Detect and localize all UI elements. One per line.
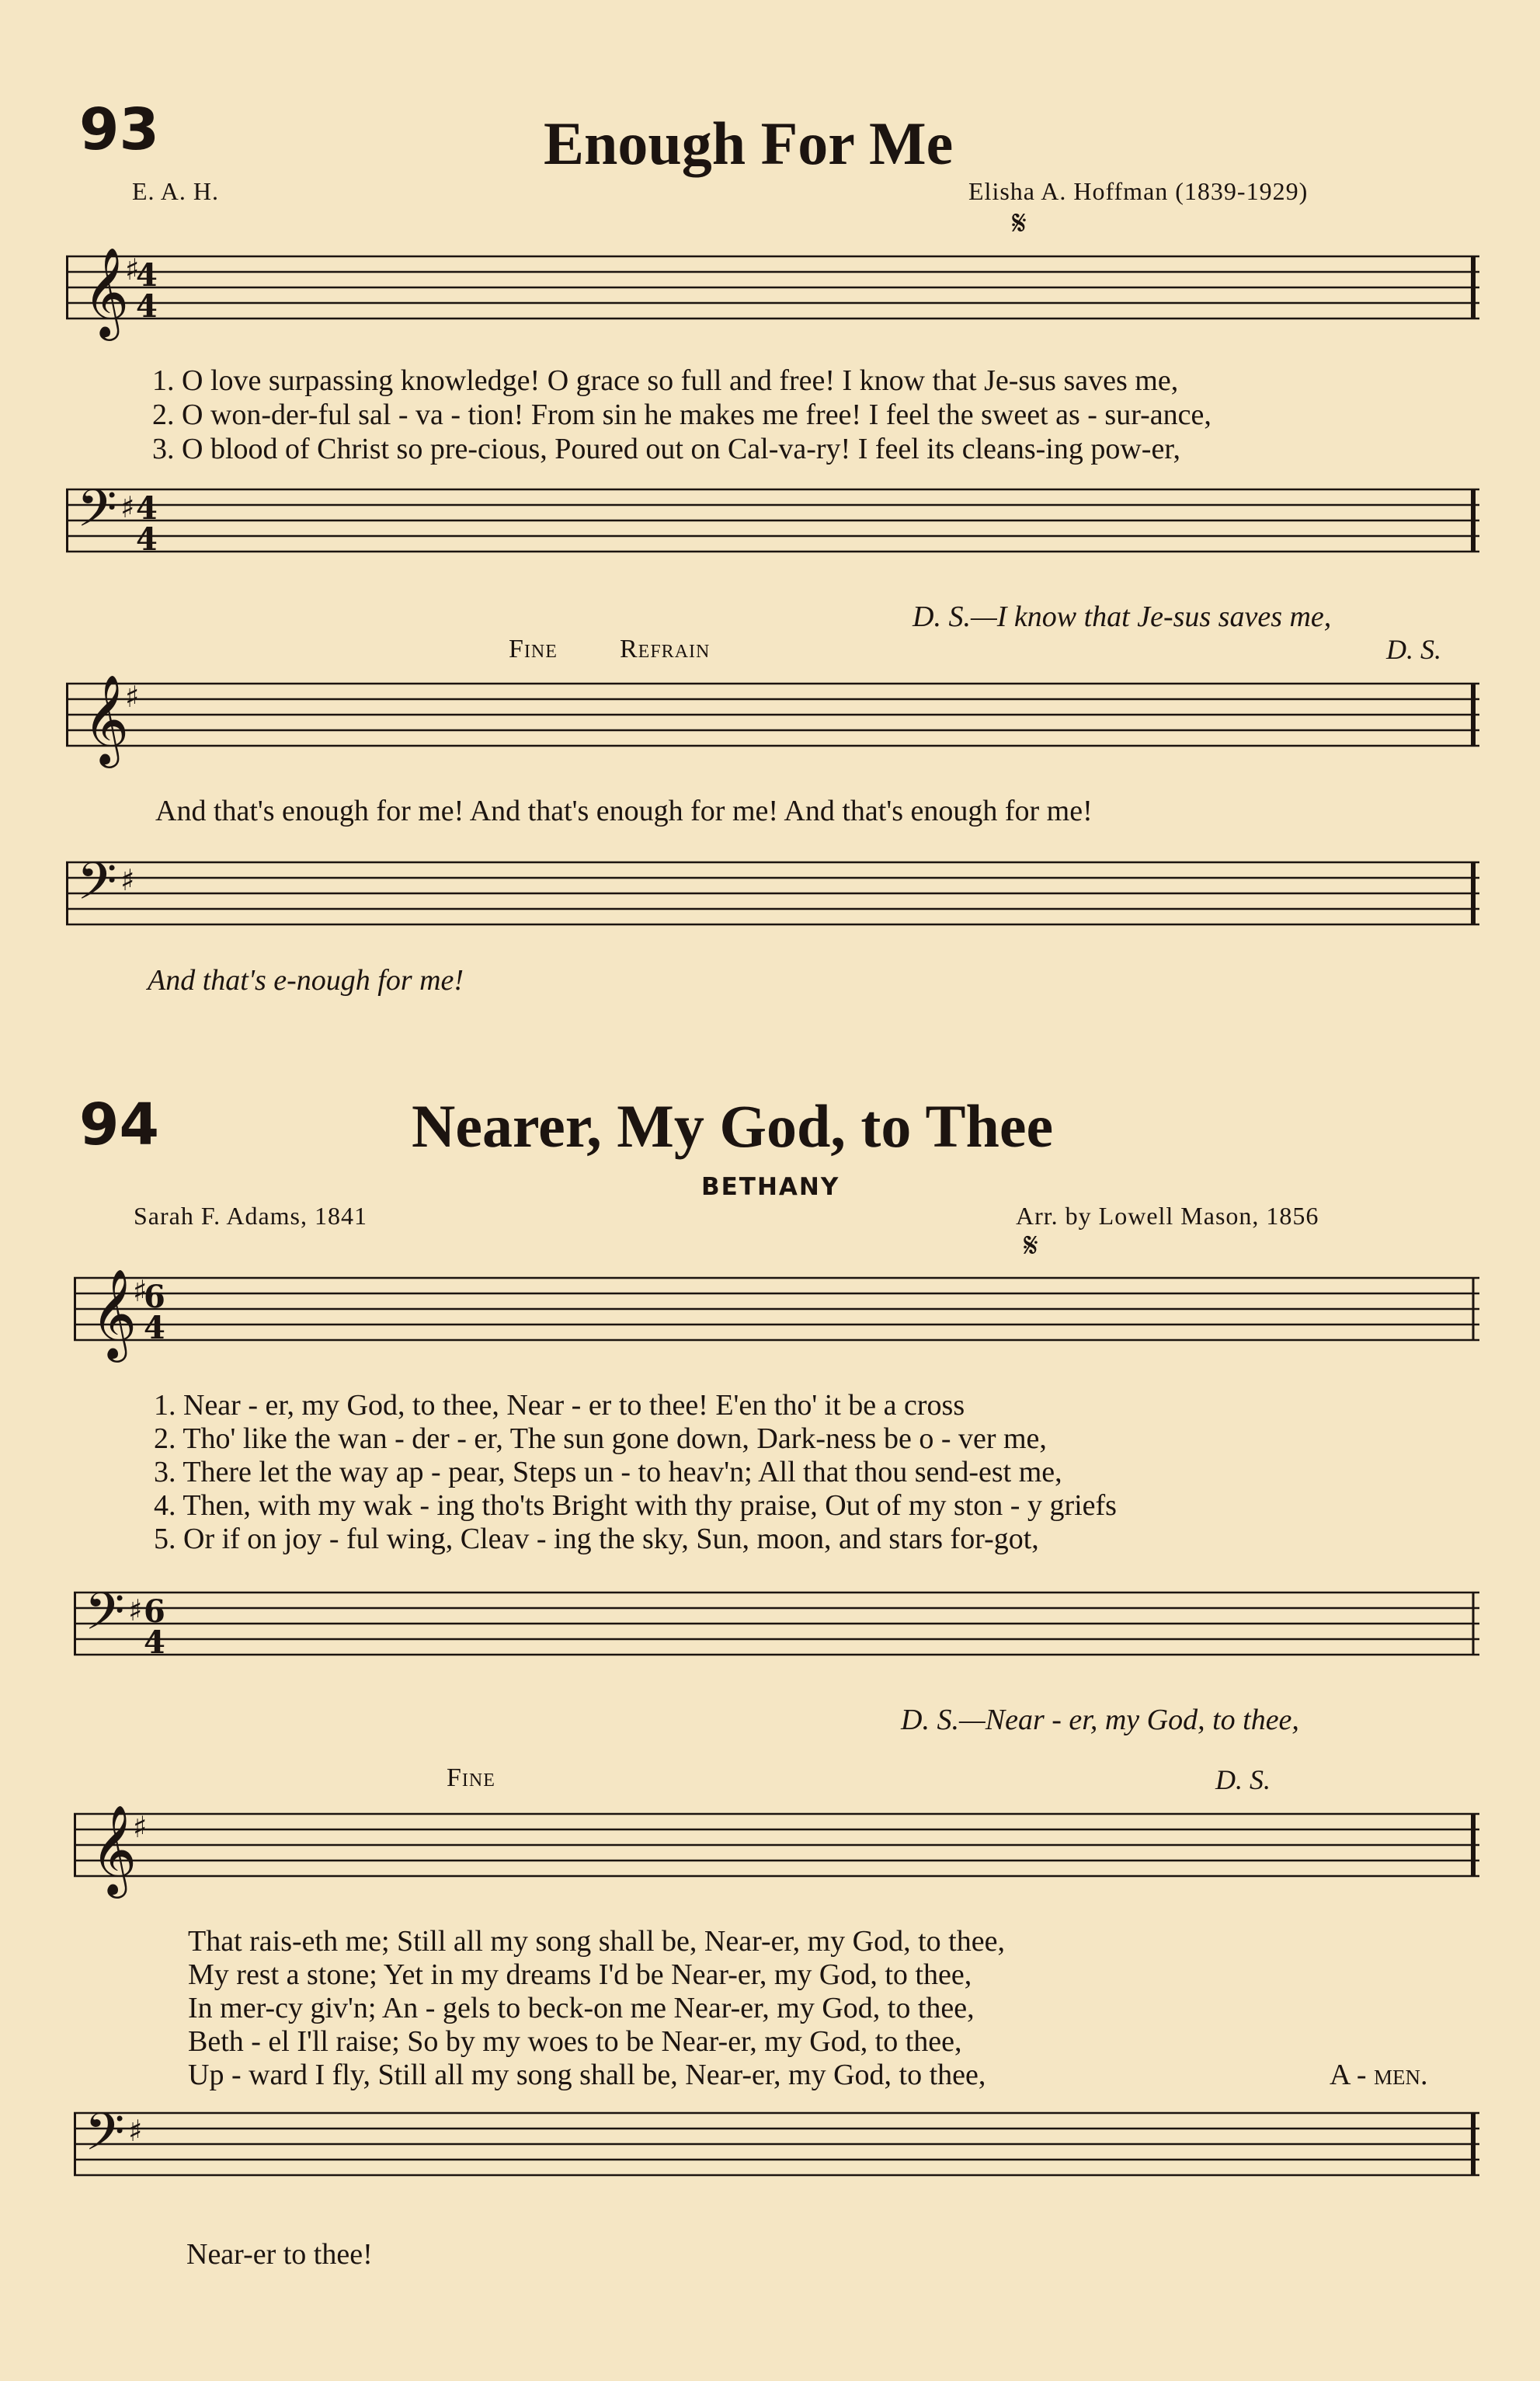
svg-text:4: 4: [144, 1624, 165, 1661]
svg-text:6: 6: [144, 1593, 165, 1630]
svg-text:6: 6: [144, 1279, 165, 1315]
amen: A - men.: [1330, 2059, 1428, 2091]
fine-marker: Fine: [447, 1763, 495, 1792]
svg-text:4: 4: [136, 257, 158, 294]
bass-staff: [74, 1577, 1479, 1678]
ds-line: D. S.—I know that Je-sus saves me,: [913, 600, 1332, 633]
svg-text:𝄢: 𝄢: [85, 2102, 125, 2174]
staff-lines: [74, 1577, 1479, 1678]
verse-line-1: 1. Near - er, my God, to thee, Near - er to thee! E'en tho' it be a cross: [154, 1389, 965, 1422]
svg-text:𝄞: 𝄞: [83, 674, 130, 764]
refrain-line-1: That rais-eth me; Still all my song shall be, Near-er, my God, to thee,: [188, 1925, 1005, 1958]
staff-lines: [66, 474, 1479, 575]
svg-text:♯: ♯: [133, 1810, 148, 1844]
staff-lines: [66, 241, 1479, 342]
refrain-marker: Refrain: [620, 635, 711, 663]
hymn-title: Enough For Me: [544, 110, 954, 177]
svg-text:♯: ♯: [120, 863, 135, 897]
svg-text:♯: ♯: [128, 1593, 143, 1627]
ds-marker: D. S.: [1215, 1764, 1271, 1795]
bass-lyric: Near-er to thee!: [186, 2238, 373, 2271]
verse-line-3: 3. O blood of Christ so pre-cious, Poured out on Cal-va-ry! I feel its cleans-ing pow-er,: [152, 433, 1180, 465]
svg-text:4: 4: [136, 288, 158, 325]
segno: 𝄋: [1012, 204, 1027, 242]
refrain-line-2: My rest a stone; Yet in my dreams I'd be Near-er, my God, to thee,: [188, 1958, 972, 1991]
verse-line-5: 5. Or if on joy - ful wing, Cleav - ing the sky, Sun, moon, and stars for-got,: [154, 1523, 1039, 1555]
ds-marker: D. S.: [1386, 634, 1441, 665]
bass-lyric: And that's e-nough for me!: [148, 964, 464, 997]
author-credit: E. A. H.: [132, 177, 219, 205]
verse-line-2: 2. O won-der-ful sal - va - tion! From sin he makes me free! I feel the sweet as - sur-ance,: [152, 399, 1211, 431]
svg-text:4: 4: [136, 521, 158, 558]
staff-lines: [74, 1262, 1479, 1363]
verse-line-1: 1. O love surpassing knowledge! O grace so full and free! I know that Je-sus saves me,: [152, 364, 1179, 397]
svg-text:𝄞: 𝄞: [91, 1804, 137, 1895]
refrain-line-4: Beth - el I'll raise; So by my woes to be Near-er, my God, to thee,: [188, 2025, 962, 2058]
staff-lines: [66, 847, 1479, 948]
bass-staff: [74, 2097, 1479, 2198]
fine-marker: Fine: [509, 635, 558, 663]
composer-credit: Arr. by Lowell Mason, 1856: [1016, 1202, 1319, 1230]
treble-staff: [74, 1262, 1479, 1363]
ds-line: D. S.—Near - er, my God, to thee,: [901, 1704, 1299, 1736]
svg-text:4: 4: [144, 1310, 165, 1346]
refrain-line-5: Up - ward I fly, Still all my song shall be, Near-er, my God, to thee,: [188, 2059, 986, 2091]
svg-text:𝄢: 𝄢: [85, 1582, 125, 1654]
bass-staff: [66, 474, 1479, 575]
svg-text:𝄢: 𝄢: [77, 851, 117, 924]
staff-lines: [74, 1798, 1479, 1899]
treble-staff: [74, 1798, 1479, 1899]
svg-text:♯: ♯: [133, 1274, 148, 1308]
verse-line-3: 3. There let the way ap - pear, Steps un - to heav'n; All that thou send-est me,: [154, 1456, 1062, 1488]
hymn-number: 94: [79, 1091, 159, 1158]
verse-line-2: 2. Tho' like the wan - der - er, The sun gone down, Dark-ness be o - ver me,: [154, 1422, 1047, 1455]
svg-text:4: 4: [136, 490, 158, 527]
staff-lines: [74, 2097, 1479, 2198]
hymn-title: Nearer, My God, to Thee: [412, 1092, 1054, 1160]
refrain-line: And that's enough for me! And that's enough for me! And that's enough for me!: [155, 795, 1093, 827]
treble-staff: [66, 241, 1479, 342]
verse-line-4: 4. Then, with my wak - ing tho'ts Bright with thy praise, Out of my ston - y griefs: [154, 1489, 1117, 1522]
svg-text:𝄢: 𝄢: [77, 479, 117, 551]
svg-text:𝄞: 𝄞: [91, 1268, 137, 1359]
svg-text:♯: ♯: [128, 2114, 143, 2148]
svg-text:𝄞: 𝄞: [83, 246, 130, 337]
composer-credit: Elisha A. Hoffman (1839-1929): [968, 177, 1309, 205]
svg-text:♯: ♯: [125, 252, 140, 287]
hymn-number: 93: [79, 96, 159, 163]
tune-name: BETHANY: [701, 1173, 840, 1201]
author-credit: Sarah F. Adams, 1841: [134, 1202, 367, 1230]
svg-text:♯: ♯: [125, 680, 140, 714]
bass-staff: [66, 847, 1479, 948]
segno: 𝄋: [1024, 1227, 1039, 1265]
svg-text:♯: ♯: [120, 490, 135, 524]
refrain-line-3: In mer-cy giv'n; An - gels to beck-on me Near-er, my God, to thee,: [188, 1992, 975, 2024]
treble-staff: [66, 668, 1479, 769]
staff-lines: [66, 668, 1479, 769]
